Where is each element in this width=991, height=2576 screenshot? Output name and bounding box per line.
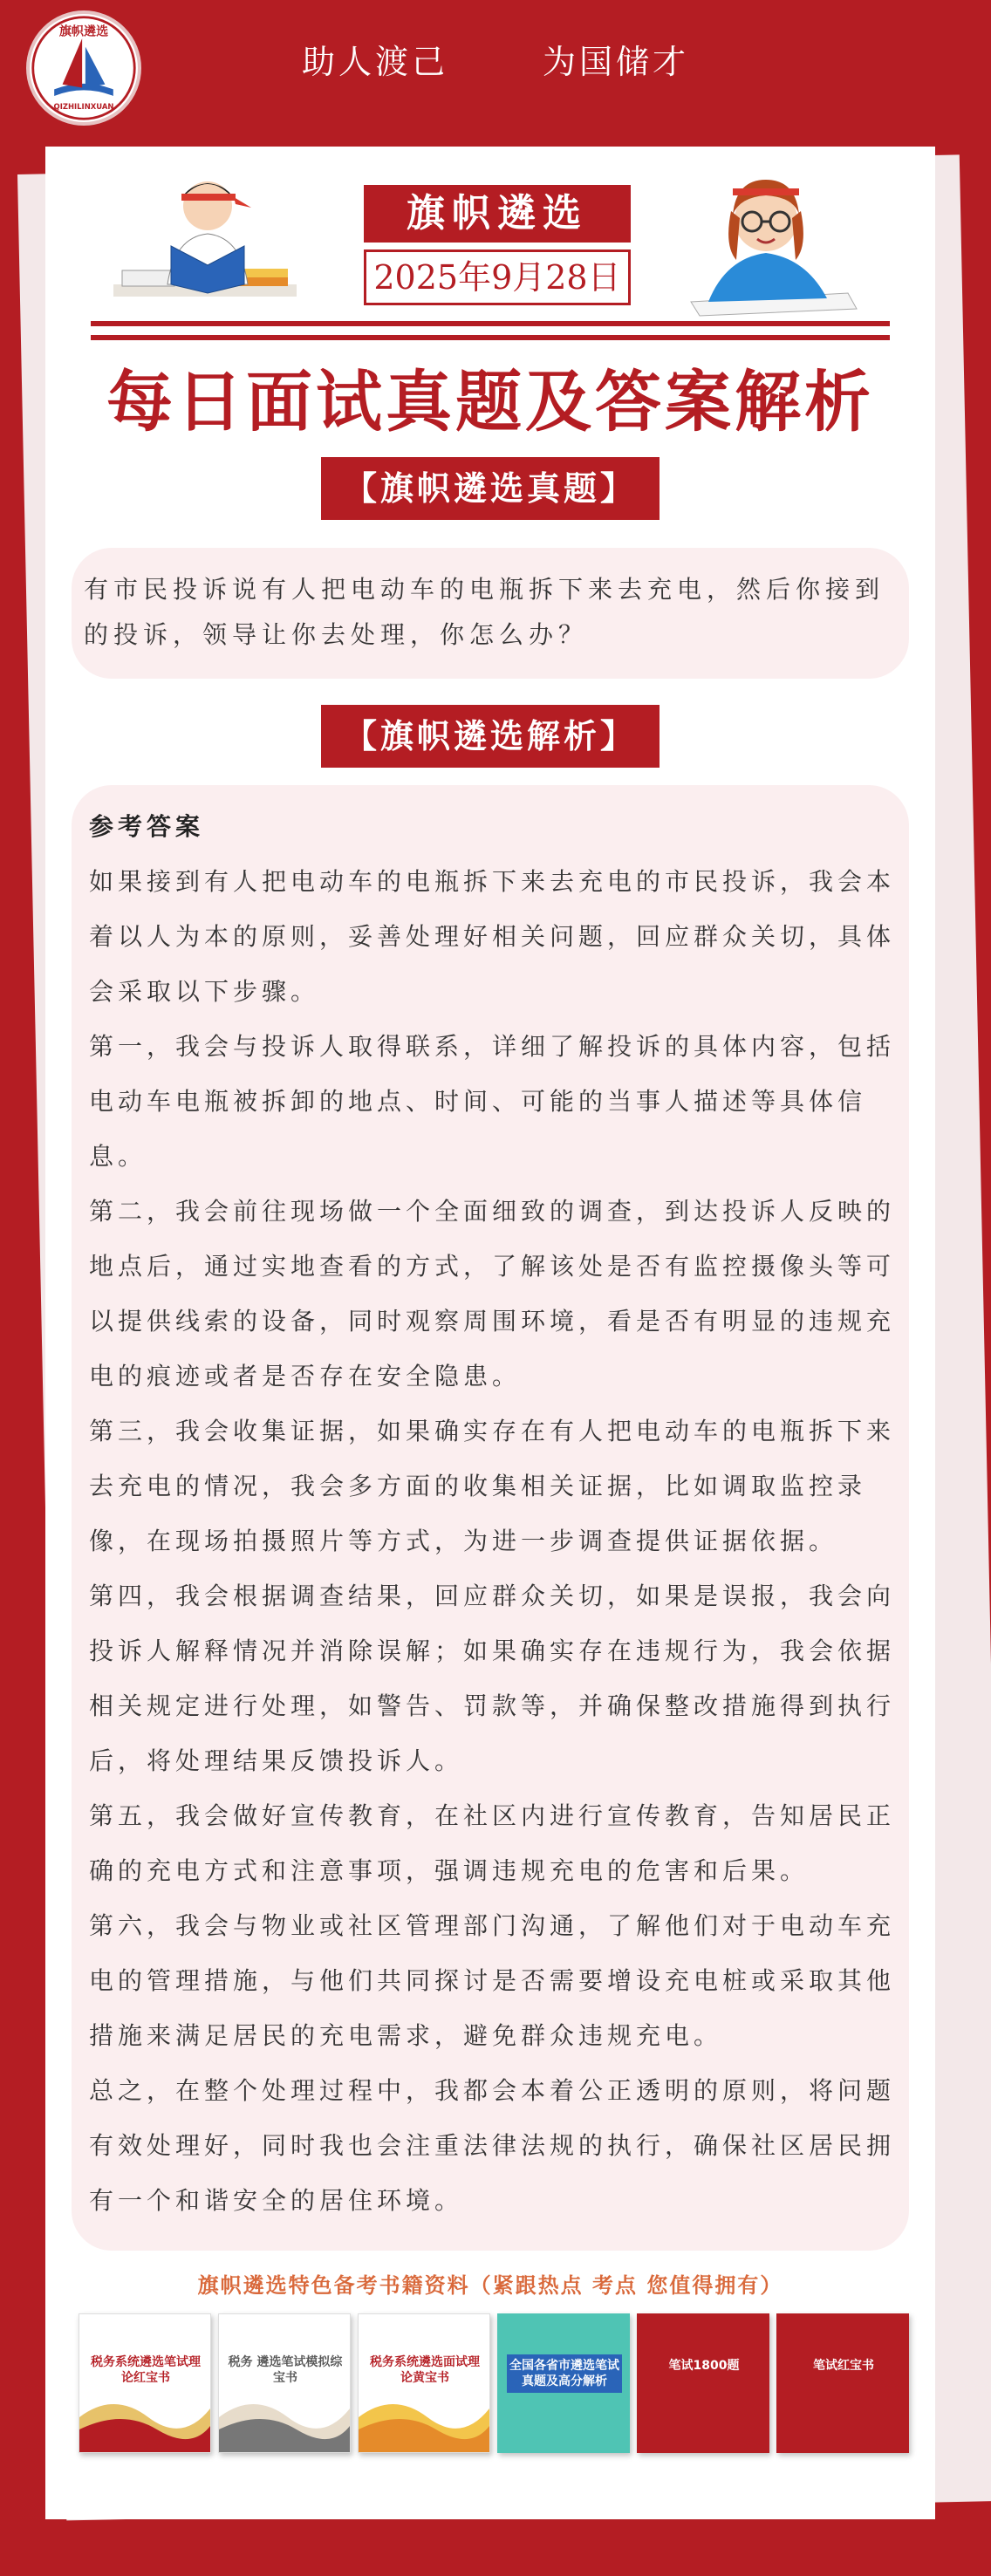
book-cover[interactable]: [79, 2313, 211, 2453]
content-card: [45, 147, 935, 2519]
svg-text:QIZHILINXUAN: QIZHILINXUAN: [53, 101, 114, 111]
book-title: 全国各省市遴选笔试真题及高分解析: [507, 2354, 622, 2393]
question-section-tag: 【旗帜遴选真题】: [321, 457, 660, 520]
answer-paragraph: 第三，我会收集证据，如果确实存在有人把电动车的电瓶拆下来去充电的情况，我会多方面的收集相关证据，比如调取监控录像，在现场拍摄照片等方式，为进一步调查提供证据依据。: [89, 1417, 896, 1555]
books-caption: 旗帜遴选特色备考书籍资料（紧跟热点 考点 您值得拥有）: [197, 2273, 783, 2298]
student-reading-illustration-icon: [96, 162, 314, 321]
book-cover[interactable]: [776, 2313, 909, 2453]
book-title: 笔试1800题: [668, 2359, 740, 2373]
slogan: [0, 35, 991, 83]
book-cover[interactable]: [218, 2313, 351, 2453]
book-cover[interactable]: [637, 2313, 769, 2453]
book-title: 税务系统遴选笔试理论红宝书: [91, 2355, 201, 2385]
brand-title: 旗帜遴选: [364, 185, 631, 243]
question-box: [72, 548, 909, 679]
answer-paragraph: 第五，我会做好宣传教育，在社区内进行宣传教育，告知居民正确的充电方式和注意事项，强调违规充电的危害和后果。: [89, 1801, 896, 1885]
book-cover[interactable]: [358, 2313, 490, 2453]
book-title: 税务系统遴选面试理论黄宝书: [370, 2355, 480, 2385]
book-wave-icon: [79, 2391, 210, 2452]
student-writing-illustration-icon: [656, 162, 874, 321]
answer-paragraph: 总之，在整个处理过程中，我都会本着公正透明的原则，将问题有效处理好，同时我也会注重法律法规的执行，确保社区居民拥有一个和谐安全的居住环境。: [89, 2076, 896, 2215]
book-wave-icon: [359, 2391, 489, 2452]
page-title: 每日面试真题及答案解析: [106, 363, 874, 441]
header-box: [364, 185, 631, 307]
answer-paragraph: 第二，我会前往现场做一个全面细致的调查，到达投诉人反映的地点后，通过实地查看的方式，了解该处是否有监控摄像头等可以提供线索的设备，同时观察周围环境，看是否有明显的违规充电的痕迹或者是否存在安全隐患。: [89, 1197, 896, 1390]
books-row: [79, 2313, 902, 2462]
book-wave-icon: [219, 2391, 350, 2452]
slogan-left: 助人渡己: [301, 43, 448, 81]
analysis-section-tag: 【旗帜遴选解析】: [321, 705, 660, 768]
answer-paragraph: 第四，我会根据调查结果，回应群众关切，如果是误报，我会向投诉人解释情况并消除误解；如果确实存在违规行为，我会依据相关规定进行处理，如警告、罚款等，并确保整改措施得到执行后，将处理结果反馈投诉人。: [89, 1582, 896, 1775]
book-cover[interactable]: [497, 2313, 630, 2453]
book-title: 笔试红宝书: [813, 2359, 874, 2373]
svg-text:旗帜遴选: 旗帜遴选: [58, 24, 109, 39]
slogan-right: 为国储才: [543, 43, 690, 81]
answer-paragraph: 如果接到有人把电动车的电瓶拆下来去充电的市民投诉，我会本着以人为本的原则，妥善处理好相关问题，回应群众关切，具体会采取以下步骤。: [89, 867, 896, 1006]
date-label: 2025年9月28日: [364, 249, 631, 305]
answer-paragraph: 第一，我会与投诉人取得联系，详细了解投诉的具体内容，包括电动车电瓶被拆卸的地点、时间、可能的当事人描述等具体信息。: [89, 1032, 896, 1171]
answer-heading: 参考答案: [89, 812, 205, 841]
question-text: 有市民投诉说有人把电动车的电瓶拆下来去充电，然后你接到的投诉，领导让你去处理，你怎么办？: [84, 575, 885, 649]
header-divider: [91, 321, 890, 344]
answer-box: [72, 785, 909, 2251]
book-title: 税务 遴选笔试模拟综宝书: [228, 2355, 343, 2385]
answer-paragraph: 第六，我会与物业或社区管理部门沟通，了解他们对于电动车充电的管理措施，与他们共同探讨是否需要增设充电桩或采取其他措施来满足居民的充电需求，避免群众违规充电。: [89, 1911, 896, 2050]
